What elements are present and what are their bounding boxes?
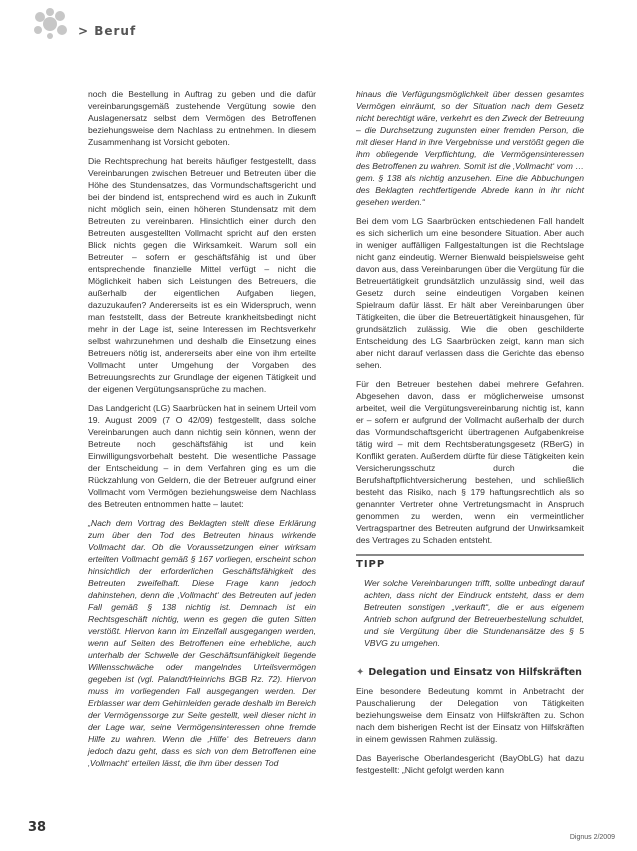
court-quote: „Nach dem Vortrag des Beklagten stellt diese Erklärung zum über den Tod des Betreuten hinaus wirkende Vollmacht dar. Ob die Voraussetzungen einer wirksam erteilten Vollmacht gemäß § 167 vorliegen, erscheint schon hinsichtlich der erforderlichen Geschäftsfähigkeit des Betreuten zweifelhaft. Diese Frage kann jedoch dahinstehen, denn die ‚Vollmacht‘ des Betreuten auf jeden Fall gemäß § 138 nichtig ist. Demnach ist ein Rechtsgeschäft nichtig, wenn es gegen die guten Sitten verstößt. Hiervon kann im Einzelfall ausgegangen werden, wenn auf Seiten des Betroffenen eine erhebliche, auch unterhalb der Schwelle der Geschäftsunfähigkeit liegende Willensschwäche oder mangelndes Urteilsvermögen gegeben ist (vgl. Palandt/Heinrichs BGB Rz. 72). Hiervon muss im vorliegenden Fall ausgegangen werden. Der Erblasser war dem Gehirnleiden gerade deshalb im Bereich der Vermögenssorge zur Seite gestellt, weil dieser nicht in der Lage war, seine Vermögensinteressen ohne fremde Hilfe zu wahren. Wenn die ‚Hilfe‘ des Betreuers dann jedoch dazu geht, dass es sich von dem Betroffenen eine ‚Vollmacht‘ erteilen lässt, die ihm über dessen Tod	[88, 518, 316, 768]
section-heading	[356, 667, 584, 679]
section-heading-text: Delegation und Einsatz von Hilfskräften	[368, 667, 582, 678]
paragraph: Eine besondere Bedeutung kommt in Anbetracht der Pauschalierung der Delegation von Tätigkeiten beziehungsweise dem Einsatz von Hilfskräften zu. Schon nach dem bisherigen Recht ist der Einsatz von Hilfskräften in einem gewissen Rahmen zulässig.	[356, 686, 584, 744]
star-icon: ✦	[356, 667, 365, 678]
paragraph: Für den Betreuer bestehen dabei mehrere Gefahren. Abgesehen davon, dass er möglicherweise umsonst arbeitet, weil die Vergütungsvereinbarung nichtig ist, kann er – sofern er aufgrund der Vollmacht außerhalb der durch das Vormundschaftsgericht übertragenen Aufgabenkreise tätig wird – mit dem Rechtsberatungsgesetz (RBerG) in Konflikt geraten. Außerdem dürfte für diese Tätigkeiten kein Versicherungsschutz durch die Berufshaftpflichtversicherung bestehen, und schließlich besteht das Risiko, nach § 179 haftungsrechtlich als so genannter Vertreter ohne Vertretungsmacht in Anspruch genommen zu werden, wenn ein vermeintlicher Vertragspartner des Betreuten aufgrund der Unwirksamkeit des Vertrages zu Schaden entsteht.	[356, 379, 584, 545]
tip-title: TIPP	[356, 554, 584, 571]
page-number: 38	[28, 820, 47, 835]
paragraph: Das Bayerische Oberlandesgericht (BayObLG) hat dazu festgestellt: „Nicht gefolgt werden kann	[356, 753, 584, 775]
tip-box	[356, 554, 584, 653]
paragraph: noch die Bestellung in Auftrag zu geben und die dafür vereinbarungsgemäß zustehende Vergütung sowie den Auslagenersatz selbst dem Vermögen des Betroffenen beziehungsweise dem Nachlass zu entnehmen. In diesem Zusammenhang ist Vorsicht geboten.	[88, 89, 316, 147]
paragraph: Das Landgericht (LG) Saarbrücken hat in seinem Urteil vom 19. August 2009 (7 O 42/09) festgestellt, dass solche Vereinbarungen auch dann nichtig sein können, wenn der Betreute noch geschäftsfähig ist und kein Einwilligungsvorbehalt besteht. Die wesentliche Passage der Entscheidung – in dem Verfahren ging es um die Rückzahlung von Geldern, die der Betreuer aufgrund einer Vollmacht vom Vermögen beziehungsweise dem Nachlass des Betreuten entnommen hatte – lautet:	[88, 403, 316, 509]
left-column	[88, 88, 316, 776]
journal-issue: Dignus 2/2009	[569, 834, 615, 841]
section-label: > Beruf	[78, 24, 137, 38]
paragraph: Bei dem vom LG Saarbrücken entschiedenen Fall handelt es sich sicherlich um eine besondere Situation. Aber auch in weniger auffälligen Fallgestaltungen ist die Rechtslage nicht ganz eindeutig. Werner Bienwald beispielsweise geht davon aus, dass Vereinbarungen über die Vergütung für die Betreuertätigkeit grundsätzlich unzulässig sind, weil das Gesetz durch seine eindeutigen Vorgaben keinen Spielraum dafür lässt. Er hält aber Vereinbarungen über Tätigkeiten, die über die Betreuertätigkeit hinausgehen, für grundsätzlich zulässig. Wie die oben geschilderte Entscheidung des LG Saarbrücken zeigt, kann man sich aber nicht darauf verlassen dass die Gerichte das ebenso sehen.	[356, 216, 584, 370]
tip-body: Wer solche Vereinbarungen trifft, sollte unbedingt darauf achten, dass nicht der Eindruck entsteht, dass er dem Betreuten sonstigen „verkauft“, die er aus eigenem Antrieb schon aufgrund der Betreuerbestellung schuldet, und sie Vergütung über die Stundenansätze des § 5 VBVG zu umgehen.	[364, 578, 584, 648]
court-quote-continued: hinaus die Verfügungsmöglichkeit über dessen gesamtes Vermögen einräumt, so der Situation nach dem Gesetz nicht berechtigt wäre, verkehrt es den Zweck der Betreuung – die Durchsetzung zugunsten einer fremden Person, die mit dieser Hand in ihre Vergebnisse und verstößt gegen die ihm obliegende Verpflichtung, die Vermögensinteressen des Betroffenen zu wahren. Somit ist die ‚Vollmacht‘ vom … gem. § 138 als nichtig anzusehen. Eine die Abbuchungen des Beklagten rechtfertigende Abrede kann in ihr nicht gesehen werden.“	[356, 89, 584, 207]
paragraph: Die Rechtsprechung hat bereits häufiger festgestellt, dass Vereinbarungen zwischen Betreuer und Betreuten über die Höhe des Stundensatzes, das Vormundschaftsgericht und bei der bindend ist, entsprechend wird es auch in Zukunft nicht möglich sein, einen höheren Stundensatz mit dem Betreuten zu vereinbaren. Hinsichtlich einer durch den Betreuten ausgestellten Vollmacht spricht auf den ersten Blick nichts gegen die Wirksamkeit. Warum soll ein Betreuter – sofern er geschäftsfähig ist und über entsprechende finanzielle Mittel verfügt – nicht die Möglichkeit haben sich Leistungen des Betreuers, die außerhalb der eigentlichen Aufgaben liegen, dazuzukaufen? Andererseits ist es ein Widerspruch, wenn man feststellt, dass der Betreute krankheitsbedingt nicht mehr in der Lage ist, seine Interessen im Rechtsverkehr selbst wahrzunehmen und deshalb die Einsetzung eines Betreuers nötig ist, andererseits aber eine von ihm erteilte Vollmacht unter Umgehung der Vorgaben des Betreuungsrechts zur Grundlage der eigenen Tätigkeit und der eigenen Vergütungsansprüche zu machen.	[88, 156, 316, 394]
right-column	[356, 88, 584, 783]
magazine-logo	[30, 8, 70, 40]
